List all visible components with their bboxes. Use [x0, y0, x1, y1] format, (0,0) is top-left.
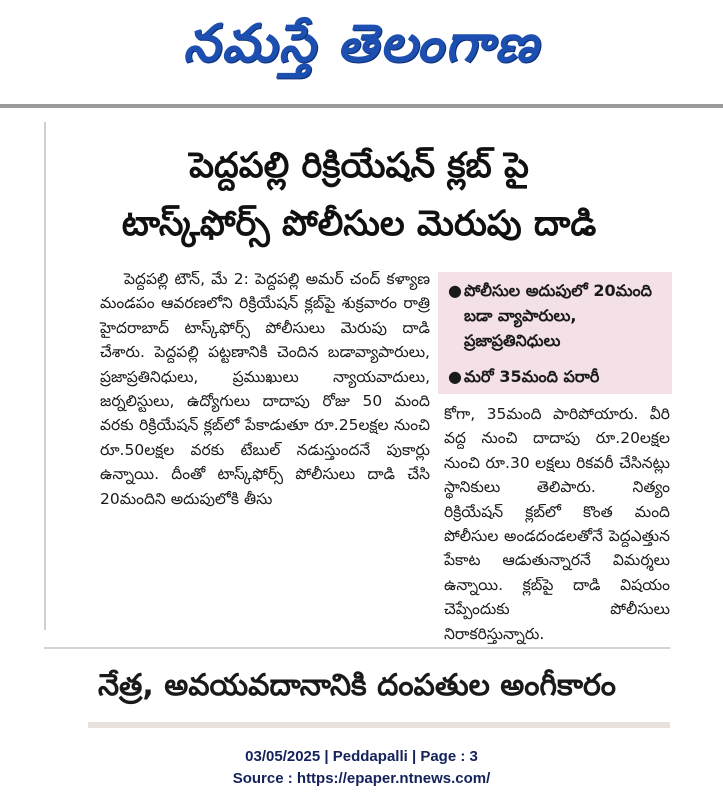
highlight-box — [438, 272, 672, 394]
highlight-text: పోలీసుల అదుపులో 20మంది బడా వ్యాపారులు, ప్రజాప్రతినిధులు — [464, 281, 652, 350]
masthead-title: నమస్తే తెలంగాణ — [183, 13, 540, 74]
highlight-item — [448, 278, 674, 353]
highlight-text: మరో 35మంది పరారీ — [464, 367, 600, 386]
headline-line-1: పెద్దపల్లి రిక్రియేషన్ క్లబ్ పై — [189, 146, 529, 186]
highlight-item — [448, 364, 674, 389]
footer-date-edition-page: 03/05/2025 | Peddapalli | Page : 3 — [245, 748, 478, 765]
footer-source: Source : https://epaper.ntnews.com/ — [232, 770, 491, 787]
masthead-divider — [0, 104, 723, 108]
headline-line-2: టాస్క్‌ఫోర్స్ పోలీసుల మెరుపు దాడి — [121, 204, 597, 244]
masthead — [0, 0, 723, 100]
next-article-headline: నేత్ర, అవయవదానానికి దంపతుల అంగీకారం — [97, 668, 617, 703]
article-separator — [44, 647, 670, 649]
article-body-right-column — [444, 402, 670, 646]
article-body-right-text: కోగా, 35మంది పారిపోయారు. వీరి వద్ద నుంచి దాదాపు రూ.20లక్షల నుంచి రూ.30 లక్షలు రికవరీ చేసినట్లు స్థానికులు తెలిపారు. నిత్యం రిక్రియేషన్ క్లబ్‌లో కొంత మంది పోలీసుల అండదండలతోనే పెద్దఎత్తున పేకాట ఆడుతున్నారనే విమర్శలు ఉన్నాయి. క్లబ్‌పై దాడి విషయం చెప్పేందుకు పోలీసులు నిరాకరిస్తున్నారు. — [444, 405, 670, 643]
bullet-icon: ● — [448, 367, 462, 386]
article-body-left-column — [100, 267, 430, 511]
bullet-icon: ● — [448, 281, 462, 300]
article-body-left-text: పెద్దపల్లి టౌన్, మే 2: పెద్దపల్లి అమర్ చంద్ కళ్యాణ మండపం ఆవరణలోని రిక్రియేషన్ క్లబ్‌పై శుక్రవారం రాత్రి హైదరాబాద్ టాస్క్‌ఫోర్స్ పోలీసులు మెరుపు దాడి చేశారు. పెద్దపల్లి పట్టణానికి చెందిన బడావ్యాపారులు, ప్రజాప్రతినిధులు, ప్రముఖులు న్యాయవాదులు, జర్నలిస్టులు, ఉద్యోగులు దాదాపు రోజు 50 మంది వరకు రిక్రియేషన్ క్లబ్‌లో పేకాడుతూ రూ.25లక్షల నుంచి రూ.50లక్షల వరకు టేబుల్ నడుస్తుందనే పుకార్లు ఉన్నాయి. దీంతో టాస్క్‌ఫోర్స్ పోలీసులు దాడి చేసి 20మందిని అదుపులోకి తీసు — [100, 270, 430, 508]
page-bottom-rule — [88, 722, 670, 728]
news-article — [44, 122, 672, 643]
footer — [0, 746, 723, 790]
